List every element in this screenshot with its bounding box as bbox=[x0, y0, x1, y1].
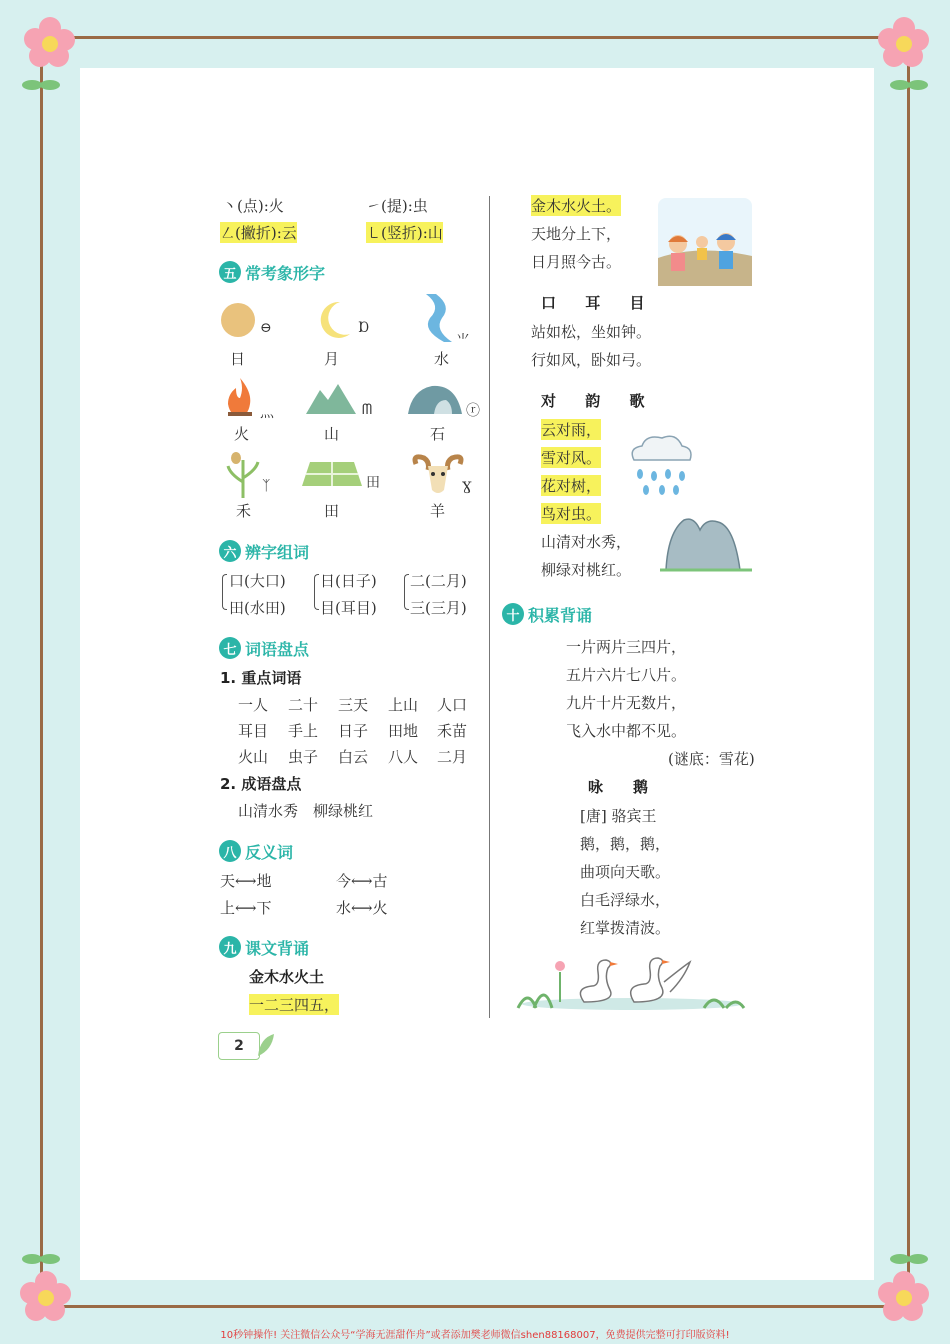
word-r2-c4: 田地 bbox=[388, 722, 419, 740]
frame-top-line bbox=[40, 36, 910, 39]
fire-icon bbox=[222, 376, 258, 418]
poem-2-line-1: 站如松，坐如钟。 bbox=[531, 323, 652, 341]
poem-2-title: 口 耳 目 bbox=[541, 294, 657, 312]
antonym-3: 上⟷下 bbox=[220, 899, 272, 917]
sheep-icon bbox=[410, 454, 466, 498]
section-10-title: 积累背诵 bbox=[528, 605, 593, 625]
rock-illustration bbox=[660, 512, 752, 574]
ancient-ri: ⊖ bbox=[260, 320, 272, 336]
flower-bottom-right-icon bbox=[876, 1268, 932, 1324]
word-r3-c5: 二月 bbox=[437, 748, 468, 766]
word-r2-c5: 禾苗 bbox=[437, 722, 468, 740]
section-5-title: 常考象形字 bbox=[245, 263, 326, 283]
flower-bottom-left-icon bbox=[18, 1268, 74, 1324]
poem-1-line-1: 一二三四五， bbox=[249, 996, 340, 1014]
word-r2-c1: 耳目 bbox=[238, 722, 269, 740]
frame-bottom-line bbox=[40, 1305, 910, 1308]
word-r3-c2: 虫子 bbox=[288, 748, 319, 766]
group-2-b: 目(耳目) bbox=[320, 599, 377, 617]
page bbox=[80, 68, 874, 1280]
pict-char-ri: 日 bbox=[230, 350, 246, 368]
section-8-title: 反义词 bbox=[245, 842, 294, 862]
poem-1-line-4: 日月照今古。 bbox=[531, 253, 622, 271]
footer-notice: 10秒钟操作! 关注微信公众号“学海无涯甜作舟”或者添加樊老师微信shen88168007，免费提供完整可打印版资料! bbox=[220, 1330, 730, 1341]
antonym-1: 天⟷地 bbox=[220, 872, 272, 890]
group-3-a: 二(二月) bbox=[410, 572, 467, 590]
page-number-badge bbox=[218, 1032, 260, 1060]
group-1-b: 田(水田) bbox=[229, 599, 286, 617]
section-5-heading bbox=[219, 260, 325, 284]
pict-char-shi: 石 bbox=[430, 425, 446, 443]
stroke-dian: 丶(点):火 bbox=[222, 197, 284, 215]
poem-3-line-6: 柳绿对桃红。 bbox=[541, 561, 632, 579]
poem-4-line-3: 白毛浮绿水， bbox=[580, 891, 671, 909]
section-7-number: 七 bbox=[219, 637, 241, 659]
ancient-shui: ⺌ bbox=[456, 333, 470, 349]
rain-cloud-icon bbox=[624, 430, 696, 500]
riddle-answer: (谜底：雪花) bbox=[668, 750, 755, 768]
leaf-bottom-right-icon bbox=[888, 1244, 928, 1274]
section-8-heading bbox=[219, 839, 293, 863]
ancient-yang: Ɣ bbox=[462, 480, 472, 496]
word-r1-c1: 一人 bbox=[238, 696, 269, 714]
riddle-line-2: 五片六片七八片。 bbox=[566, 666, 687, 684]
section-6-number: 六 bbox=[219, 540, 241, 562]
word-r1-c5: 人口 bbox=[437, 696, 468, 714]
word-r3-c3: 白云 bbox=[338, 748, 369, 766]
section-7-heading bbox=[219, 636, 309, 660]
word-r1-c3: 三天 bbox=[338, 696, 369, 714]
poem-1-line-2: 金木水火土。 bbox=[531, 197, 622, 215]
ancient-huo: 灬 bbox=[260, 405, 274, 421]
stone-icon bbox=[406, 380, 464, 416]
riddle-line-1: 一片两片三四片， bbox=[566, 638, 687, 656]
antonym-2: 今⟷古 bbox=[336, 872, 388, 890]
pict-char-huo: 火 bbox=[234, 425, 250, 443]
section-6-heading bbox=[219, 539, 309, 563]
ancient-tian: 田 bbox=[366, 475, 380, 491]
poem-1-line-3: 天地分上下， bbox=[531, 225, 622, 243]
frame-right-line bbox=[907, 36, 910, 1308]
poem-4-title: 咏 鹅 bbox=[588, 778, 649, 796]
field-icon bbox=[300, 458, 364, 490]
section-9-title: 课文背诵 bbox=[245, 938, 310, 958]
section-9-heading bbox=[219, 935, 309, 959]
pict-char-he: 禾 bbox=[236, 502, 252, 520]
poem-3-line-3: 花对树， bbox=[541, 477, 602, 495]
section-7-title: 词语盘点 bbox=[245, 639, 310, 659]
ancient-shan: ᗰ bbox=[362, 402, 373, 418]
ancient-he: ᛉ bbox=[262, 478, 271, 494]
page-number: 2 bbox=[234, 1038, 244, 1054]
grain-icon bbox=[226, 452, 260, 498]
pict-char-yue: 月 bbox=[324, 350, 340, 368]
idioms-subtitle: 2. 成语盘点 bbox=[220, 775, 302, 793]
mountain-icon bbox=[304, 380, 358, 416]
key-words-subtitle: 1. 重点词语 bbox=[220, 669, 302, 687]
sun-icon bbox=[218, 300, 258, 340]
riddle-line-3: 九片十片无数片， bbox=[566, 694, 687, 712]
word-r3-c4: 八人 bbox=[388, 748, 419, 766]
poem-3-line-1: 云对雨， bbox=[541, 421, 602, 439]
antonym-4: 水⟷火 bbox=[336, 899, 388, 917]
section-10-heading bbox=[502, 602, 592, 626]
pict-char-shui: 水 bbox=[434, 350, 450, 368]
word-r3-c1: 火山 bbox=[238, 748, 269, 766]
poem-4-line-2: 曲项向天歌。 bbox=[580, 863, 671, 881]
brace-2 bbox=[314, 574, 319, 610]
ancient-yue: Ɒ bbox=[358, 320, 369, 336]
poem-3-title: 对 韵 歌 bbox=[541, 392, 657, 410]
section-6-title: 辨字组词 bbox=[245, 542, 310, 562]
stroke-piezhe: ㇜(撇折):云 bbox=[220, 224, 297, 242]
pict-char-yang: 羊 bbox=[430, 502, 446, 520]
word-r1-c2: 二十 bbox=[288, 696, 319, 714]
pict-char-shan: 山 bbox=[324, 425, 340, 443]
group-3-b: 三(三月) bbox=[410, 599, 467, 617]
water-icon bbox=[420, 292, 454, 344]
pict-char-tian: 田 bbox=[324, 502, 340, 520]
word-r2-c2: 手上 bbox=[288, 722, 319, 740]
poem-3-line-5: 山清对水秀， bbox=[541, 533, 632, 551]
column-divider bbox=[489, 196, 490, 1018]
moon-icon bbox=[310, 298, 354, 342]
group-2-a: 日(日子) bbox=[320, 572, 377, 590]
group-1-a: 口(大口) bbox=[229, 572, 286, 590]
stroke-shuzhe: ㇄(竖折):山 bbox=[366, 224, 443, 242]
poem-4-author: [唐] 骆宾王 bbox=[580, 807, 657, 825]
stroke-ti: ㇀(提):虫 bbox=[366, 197, 428, 215]
leaf-top-left-icon bbox=[20, 70, 60, 100]
section-8-number: 八 bbox=[219, 840, 241, 862]
poem-4-line-1: 鹅，鹅，鹅， bbox=[580, 835, 671, 853]
brace-1 bbox=[222, 574, 227, 610]
section-9-number: 九 bbox=[219, 936, 241, 958]
frame-left-line bbox=[40, 36, 43, 1308]
children-illustration bbox=[658, 198, 752, 286]
page-number-leaf-icon bbox=[256, 1032, 276, 1058]
idioms-text: 山清水秀 柳绿桃红 bbox=[238, 802, 374, 820]
section-5-number: 五 bbox=[219, 261, 241, 283]
leaf-top-right-icon bbox=[888, 70, 928, 100]
section-10-number: 十 bbox=[502, 603, 524, 625]
poem-1-title: 金木水火土 bbox=[249, 968, 325, 986]
brace-3 bbox=[404, 574, 409, 610]
leaf-bottom-left-icon bbox=[20, 1244, 60, 1274]
flower-top-right-icon bbox=[876, 14, 932, 70]
flower-top-left-icon bbox=[22, 14, 78, 70]
poem-4-line-4: 红掌拨清波。 bbox=[580, 919, 671, 937]
word-r2-c3: 日子 bbox=[338, 722, 369, 740]
word-r1-c4: 上山 bbox=[388, 696, 419, 714]
poem-3-line-2: 雪对风。 bbox=[541, 449, 602, 467]
poem-3-line-4: 鸟对虫。 bbox=[541, 505, 602, 523]
poem-2-line-2: 行如风，卧如弓。 bbox=[531, 351, 652, 369]
ancient-shi: ⓡ bbox=[466, 403, 480, 419]
riddle-line-4: 飞入水中都不见。 bbox=[566, 722, 687, 740]
geese-illustration bbox=[514, 952, 752, 1014]
